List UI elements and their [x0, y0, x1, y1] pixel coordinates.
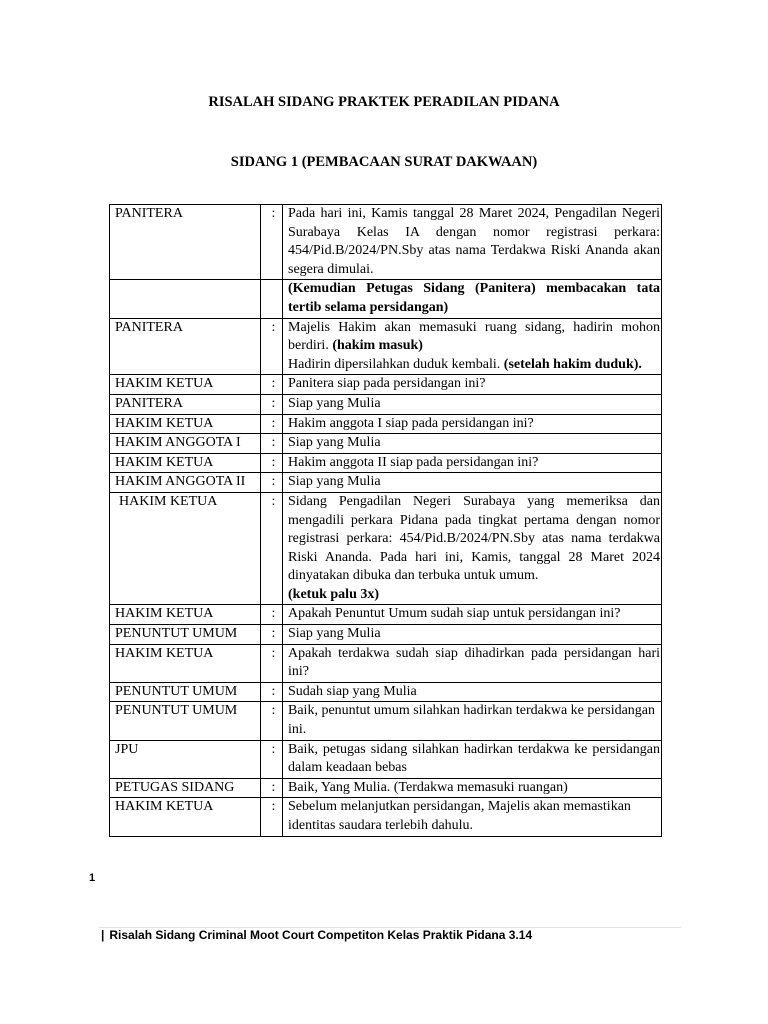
- stage-direction-cell: (Kemudian Petugas Sidang (Panitera) membacakan tata tertib selama persidangan): [283, 280, 662, 318]
- table-row: [110, 434, 662, 454]
- table-row: [110, 798, 662, 836]
- document-title: RISALAH SIDANG PRAKTEK PERADILAN PIDANA: [208, 94, 560, 110]
- colon-cell: :: [261, 644, 283, 682]
- dialogue-text: Majelis Hakim akan memasuki ruang sidang, hadirin mohon berdiri.: [288, 319, 660, 354]
- speaker-cell: PANITERA: [110, 318, 261, 375]
- speaker-cell: HAKIM KETUA: [110, 375, 261, 395]
- table-row: [110, 414, 662, 434]
- colon-cell: :: [261, 205, 283, 280]
- colon-cell: :: [261, 492, 283, 605]
- table-row: [110, 740, 662, 778]
- dialogue-cell: Siap yang Mulia: [283, 394, 662, 414]
- page-footer: [101, 928, 532, 942]
- colon-cell: :: [261, 798, 283, 836]
- stage-direction: (setelah hakim duduk).: [503, 356, 642, 372]
- dialogue-cell: Siap yang Mulia: [283, 434, 662, 454]
- table-row: [110, 778, 662, 798]
- stage-direction: (hakim masuk): [332, 338, 423, 354]
- colon-cell: :: [261, 682, 283, 702]
- speaker-cell: HAKIM KETUA: [110, 605, 261, 625]
- speaker-cell: JPU: [110, 740, 261, 778]
- colon-cell: :: [261, 625, 283, 645]
- speaker-cell: HAKIM KETUA: [110, 453, 261, 473]
- speaker-cell: HAKIM KETUA: [110, 644, 261, 682]
- speaker-cell: HAKIM KETUA: [110, 414, 261, 434]
- table-row: [110, 375, 662, 395]
- table-row: [110, 473, 662, 493]
- dialogue-cell: [283, 318, 662, 375]
- table-row: [110, 605, 662, 625]
- colon-cell: :: [261, 778, 283, 798]
- dialogue-cell: Apakah Penuntut Umum sudah siap untuk persidangan ini?: [283, 605, 662, 625]
- speaker-cell: PENUNTUT UMUM: [110, 702, 261, 740]
- dialogue-cell: Sudah siap yang Mulia: [283, 682, 662, 702]
- table-row: [110, 280, 662, 318]
- colon-cell: :: [261, 453, 283, 473]
- colon-cell: :: [261, 414, 283, 434]
- colon-cell: :: [261, 318, 283, 375]
- dialogue-cell: Siap yang Mulia: [283, 473, 662, 493]
- speaker-cell: [110, 280, 261, 318]
- dialogue-cell: Panitera siap pada persidangan ini?: [283, 375, 662, 395]
- footer-separator: |: [101, 928, 105, 942]
- dialogue-cell: Siap yang Mulia: [283, 625, 662, 645]
- dialogue-cell: Apakah terdakwa sudah siap dihadirkan pada persidangan hari ini?: [283, 644, 662, 682]
- colon-cell: [261, 280, 283, 318]
- dialogue-text: Sidang Pengadilan Negeri Surabaya yang memeriksa dan mengadili perkara Pidana pada tingkat pertama dengan nomor registrasi perkara: 454/Pid.B/2024/PN.Sby atas nama terdakwa Riski Ananda. Pada hari ini, Kamis, tanggal 28 Maret 2024 dinyatakan dibuka dan terbuka untuk umum.: [288, 493, 660, 584]
- dialogue-cell: [283, 492, 662, 605]
- colon-cell: :: [261, 394, 283, 414]
- speaker-cell: HAKIM KETUA: [110, 492, 261, 605]
- speaker-cell: HAKIM KETUA: [110, 798, 261, 836]
- speaker-cell: PETUGAS SIDANG: [110, 778, 261, 798]
- table-row: [110, 394, 662, 414]
- table-row: [110, 318, 662, 375]
- colon-cell: :: [261, 740, 283, 778]
- speaker-cell: HAKIM ANGGOTA I: [110, 434, 261, 454]
- table-row: [110, 492, 662, 605]
- table-row: [110, 682, 662, 702]
- dialogue-cell: Sebelum melanjutkan persidangan, Majelis akan memastikan identitas saudara terlebih dahulu.: [283, 798, 662, 836]
- table-row: [110, 453, 662, 473]
- speaker-cell: PENUNTUT UMUM: [110, 682, 261, 702]
- table-row: [110, 702, 662, 740]
- dialogue-cell: Pada hari ini, Kamis tanggal 28 Maret 2024, Pengadilan Negeri Surabaya Kelas IA dengan nomor registrasi perkara: 454/Pid.B/2024/PN.Sby atas nama Terdakwa Riski Ananda akan segera dimulai.: [283, 205, 662, 280]
- table-row: [110, 625, 662, 645]
- colon-cell: :: [261, 434, 283, 454]
- dialogue-cell: Hakim anggota I siap pada persidangan ini?: [283, 414, 662, 434]
- dialogue-cell: Baik, petugas sidang silahkan hadirkan terdakwa ke persidangan dalam keadaan bebas: [283, 740, 662, 778]
- speaker-cell: PENUNTUT UMUM: [110, 625, 261, 645]
- dialogue-cell: Hakim anggota II siap pada persidangan ini?: [283, 453, 662, 473]
- colon-cell: :: [261, 473, 283, 493]
- table-row: [110, 205, 662, 280]
- dialogue-cell: Baik, penuntut umum silahkan hadirkan terdakwa ke persidangan ini.: [283, 702, 662, 740]
- footer-text: Risalah Sidang Criminal Moot Court Competiton Kelas Praktik Pidana 3.14: [109, 928, 533, 942]
- page-number: 1: [89, 872, 96, 884]
- colon-cell: :: [261, 702, 283, 740]
- stage-direction: (ketuk palu 3x): [288, 586, 380, 602]
- colon-cell: :: [261, 375, 283, 395]
- speaker-cell: PANITERA: [110, 394, 261, 414]
- transcript-table: [109, 204, 662, 837]
- table-row: [110, 644, 662, 682]
- colon-cell: :: [261, 605, 283, 625]
- dialogue-cell: Baik, Yang Mulia. (Terdakwa memasuki ruangan): [283, 778, 662, 798]
- speaker-cell: PANITERA: [110, 205, 261, 280]
- speaker-cell: HAKIM ANGGOTA II: [110, 473, 261, 493]
- dialogue-text: Hadirin dipersilahkan duduk kembali.: [288, 356, 501, 372]
- session-subtitle: SIDANG 1 (PEMBACAAN SURAT DAKWAAN): [230, 154, 538, 170]
